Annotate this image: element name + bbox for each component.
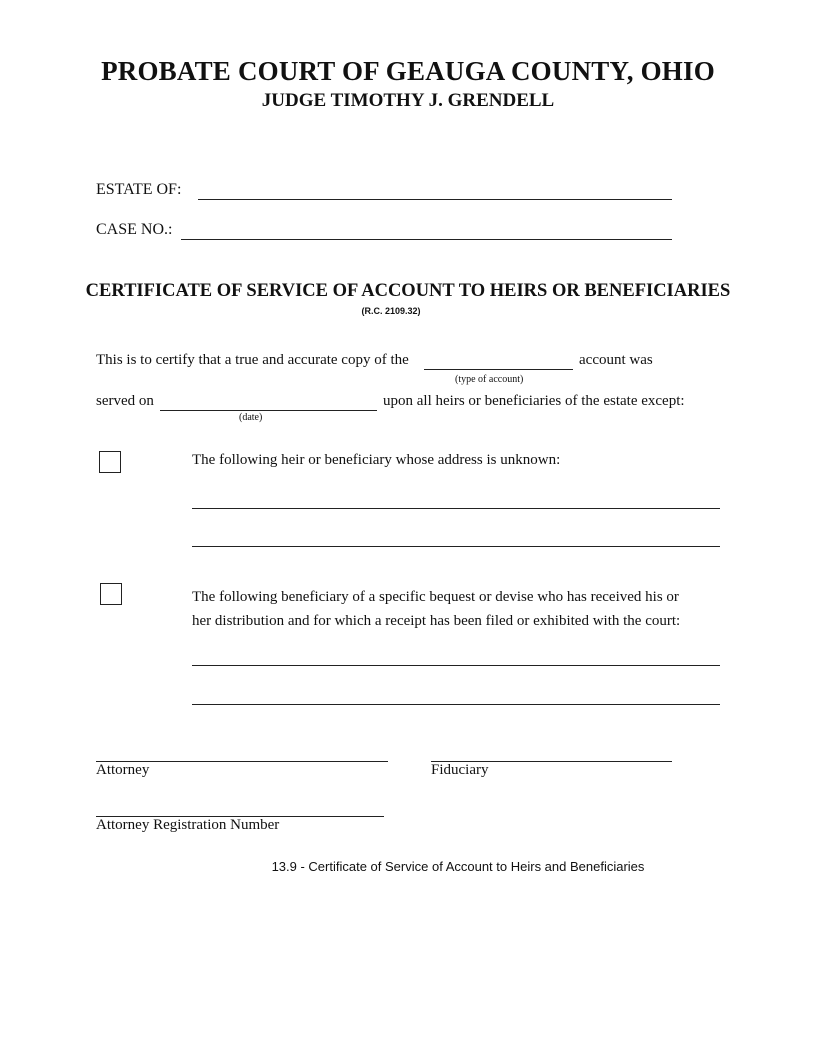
specific-bequest-text-line2: her distribution and for which a receipt has been filed or exhibited with the court: — [192, 613, 681, 629]
case-number-label: CASE NO.: — [96, 221, 173, 238]
specific-bequest-checkbox[interactable] — [100, 583, 122, 605]
registration-number-label: Attorney Registration Number — [96, 817, 280, 833]
certificate-title: CERTIFICATE OF SERVICE OF ACCOUNT TO HEIRS OR BENEFICIARIES — [85, 281, 731, 301]
estate-field[interactable] — [198, 199, 672, 200]
account-type-field[interactable] — [424, 369, 573, 370]
statement-line1-suffix: account was — [579, 352, 653, 368]
case-number-field[interactable] — [181, 239, 672, 240]
statement-line2-suffix: upon all heirs or beneficiaries of the estate except: — [383, 393, 685, 409]
unknown-address-line-1[interactable] — [192, 508, 720, 509]
court-title: PROBATE COURT OF GEAUGA COUNTY, OHIO — [101, 56, 715, 86]
estate-label: ESTATE OF: — [96, 181, 182, 198]
account-type-caption: (type of account) — [455, 374, 524, 385]
statement-line1-prefix: This is to certify that a true and accurate copy of the — [96, 352, 409, 368]
statement-line2-prefix: served on — [96, 393, 154, 409]
service-date-field[interactable] — [160, 410, 377, 411]
unknown-address-checkbox[interactable] — [99, 451, 121, 473]
specific-bequest-text-line1: The following beneficiary of a specific bequest or devise who has received his or — [192, 589, 679, 605]
form-footer: 13.9 - Certificate of Service of Account to Heirs and Beneficiaries — [271, 859, 645, 874]
unknown-address-text: The following heir or beneficiary whose address is unknown: — [192, 452, 561, 468]
statute-reference: (R.C. 2109.32) — [361, 306, 421, 316]
unknown-address-line-2[interactable] — [192, 546, 720, 547]
specific-bequest-line-2[interactable] — [192, 704, 720, 705]
service-date-caption: (date) — [239, 412, 263, 423]
fiduciary-label: Fiduciary — [431, 762, 489, 778]
judge-name: JUDGE TIMOTHY J. GRENDELL — [261, 90, 555, 111]
attorney-label: Attorney — [96, 762, 150, 778]
specific-bequest-line-1[interactable] — [192, 665, 720, 666]
